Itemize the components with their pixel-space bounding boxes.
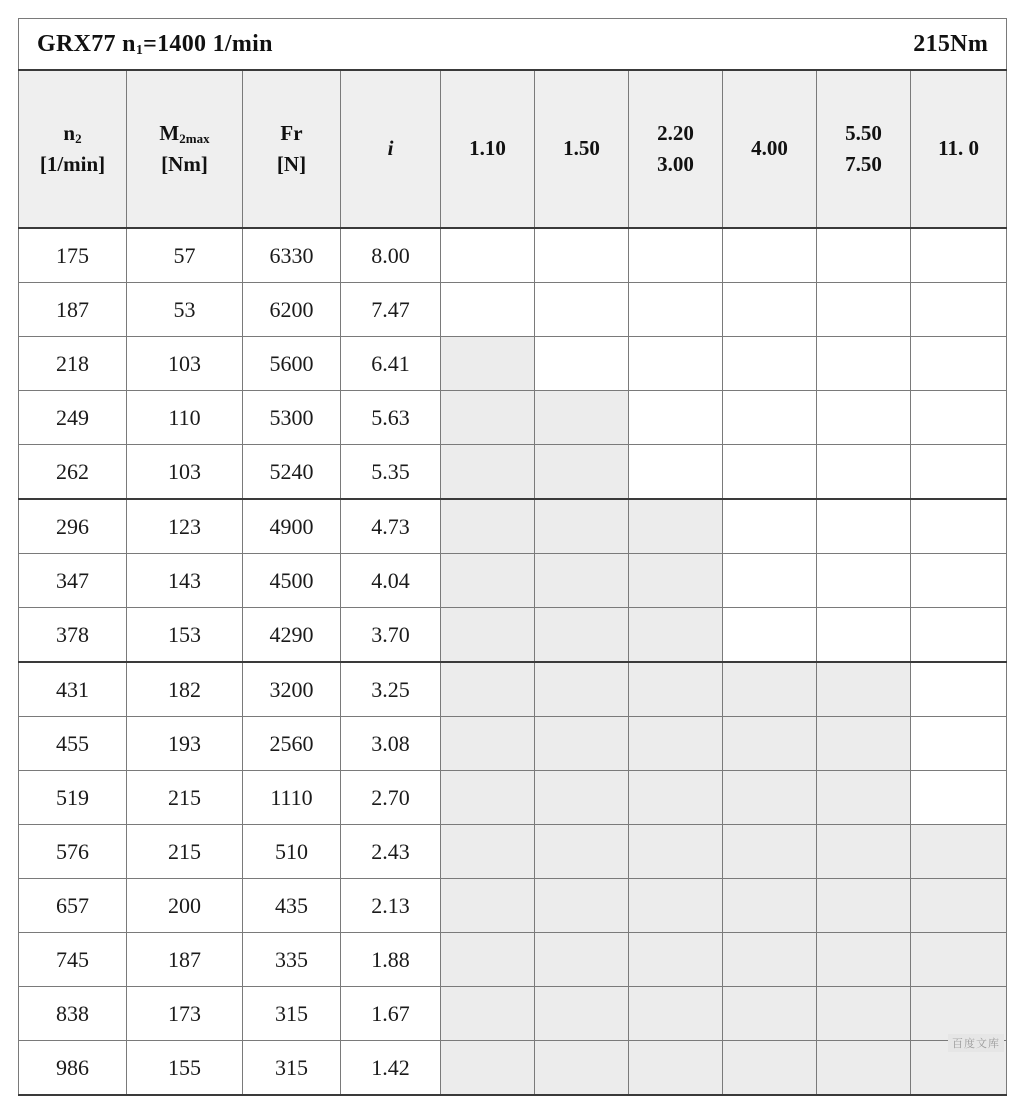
cell-motor-availability [723, 283, 817, 337]
cell-motor-availability [817, 554, 911, 608]
cell-motor-availability [441, 283, 535, 337]
cell-motor-availability [723, 717, 817, 771]
header-fr: Fr [N] [243, 70, 341, 228]
cell-ratio: 2.43 [341, 825, 441, 879]
title-model-speed: GRX77 $n_1=1400$ 1/min [37, 30, 273, 58]
cell-motor-availability [535, 1041, 629, 1096]
table-row [19, 662, 1007, 717]
cell-motor-availability [441, 1041, 535, 1096]
cell-ratio: 1.67 [341, 987, 441, 1041]
cell-m2max: 123 [127, 499, 243, 554]
cell-motor-availability [535, 771, 629, 825]
cell-ratio: 3.08 [341, 717, 441, 771]
cell-motor-availability [441, 554, 535, 608]
cell-motor-availability [535, 608, 629, 663]
cell-n2: 455 [19, 717, 127, 771]
cell-motor-availability [629, 825, 723, 879]
cell-motor-availability [817, 662, 911, 717]
cell-ratio: 4.04 [341, 554, 441, 608]
table-header-row [19, 70, 1007, 228]
table-row [19, 445, 1007, 500]
cell-motor-availability [535, 825, 629, 879]
cell-motor-availability [723, 662, 817, 717]
cell-motor-availability [629, 554, 723, 608]
cell-ratio: 2.70 [341, 771, 441, 825]
cell-m2max: 110 [127, 391, 243, 445]
cell-motor-availability [629, 337, 723, 391]
cell-motor-availability [535, 445, 629, 500]
cell-m2max: 57 [127, 228, 243, 283]
cell-fr: 3200 [243, 662, 341, 717]
cell-motor-availability [441, 445, 535, 500]
cell-n2: 576 [19, 825, 127, 879]
cell-fr: 5300 [243, 391, 341, 445]
watermark-label: 百度文库 [948, 1034, 1004, 1052]
header-motor-1: 1.10 [441, 70, 535, 228]
cell-fr: 5240 [243, 445, 341, 500]
cell-motor-availability [817, 228, 911, 283]
table-row [19, 283, 1007, 337]
cell-motor-availability [629, 1041, 723, 1096]
cell-motor-availability [911, 825, 1007, 879]
cell-motor-availability [441, 499, 535, 554]
gearbox-spec-table [18, 18, 1007, 1096]
cell-motor-availability [441, 717, 535, 771]
header-m2max: $M_{2max}$ [Nm] [127, 70, 243, 228]
title-cell [19, 19, 1007, 71]
cell-motor-availability [723, 228, 817, 283]
cell-m2max: 200 [127, 879, 243, 933]
cell-fr: 335 [243, 933, 341, 987]
table-row [19, 771, 1007, 825]
cell-motor-availability [535, 933, 629, 987]
cell-ratio: 1.42 [341, 1041, 441, 1096]
cell-motor-availability [535, 499, 629, 554]
cell-motor-availability [629, 771, 723, 825]
cell-motor-availability [723, 608, 817, 663]
cell-m2max: 103 [127, 337, 243, 391]
table-row [19, 1041, 1007, 1096]
cell-motor-availability [441, 662, 535, 717]
cell-motor-availability [441, 771, 535, 825]
table-row [19, 337, 1007, 391]
cell-n2: 175 [19, 228, 127, 283]
cell-motor-availability [629, 987, 723, 1041]
cell-ratio: 5.35 [341, 445, 441, 500]
cell-motor-availability [817, 499, 911, 554]
cell-ratio: 6.41 [341, 337, 441, 391]
cell-motor-availability [817, 1041, 911, 1096]
cell-motor-availability [629, 445, 723, 500]
cell-motor-availability [441, 608, 535, 663]
table-row [19, 228, 1007, 283]
cell-motor-availability [911, 662, 1007, 717]
cell-motor-availability [911, 771, 1007, 825]
cell-m2max: 215 [127, 771, 243, 825]
cell-motor-availability [535, 717, 629, 771]
cell-ratio: 3.70 [341, 608, 441, 663]
cell-motor-availability [911, 499, 1007, 554]
cell-motor-availability [817, 283, 911, 337]
cell-motor-availability [911, 445, 1007, 500]
cell-n2: 431 [19, 662, 127, 717]
cell-fr: 510 [243, 825, 341, 879]
title-torque: 215Nm [913, 30, 989, 57]
header-motor-6: 11. 0 [911, 70, 1007, 228]
cell-n2: 218 [19, 337, 127, 391]
header-motor-3: 2.20 3.00 [629, 70, 723, 228]
cell-motor-availability [535, 662, 629, 717]
cell-motor-availability [911, 933, 1007, 987]
cell-fr: 5600 [243, 337, 341, 391]
cell-fr: 315 [243, 987, 341, 1041]
cell-n2: 986 [19, 1041, 127, 1096]
cell-motor-availability [441, 337, 535, 391]
cell-motor-availability [911, 608, 1007, 663]
cell-motor-availability [911, 554, 1007, 608]
cell-motor-availability [723, 879, 817, 933]
cell-motor-availability [911, 283, 1007, 337]
cell-n2: 249 [19, 391, 127, 445]
cell-ratio: 2.13 [341, 879, 441, 933]
cell-motor-availability [723, 391, 817, 445]
cell-motor-availability [723, 337, 817, 391]
table-row [19, 825, 1007, 879]
cell-fr: 4290 [243, 608, 341, 663]
cell-motor-availability [723, 1041, 817, 1096]
cell-fr: 315 [243, 1041, 341, 1096]
cell-motor-availability [535, 554, 629, 608]
cell-motor-availability [441, 879, 535, 933]
cell-m2max: 143 [127, 554, 243, 608]
table-row [19, 391, 1007, 445]
cell-motor-availability [535, 337, 629, 391]
cell-motor-availability [911, 717, 1007, 771]
cell-motor-availability [911, 391, 1007, 445]
cell-ratio: 4.73 [341, 499, 441, 554]
header-n2: $n_2$ [1/min] [19, 70, 127, 228]
cell-ratio: 8.00 [341, 228, 441, 283]
cell-motor-availability [629, 933, 723, 987]
cell-m2max: 153 [127, 608, 243, 663]
cell-motor-availability [629, 608, 723, 663]
table-row [19, 933, 1007, 987]
cell-fr: 4900 [243, 499, 341, 554]
cell-ratio: 7.47 [341, 283, 441, 337]
cell-fr: 6330 [243, 228, 341, 283]
cell-motor-availability [535, 283, 629, 337]
cell-motor-availability [629, 879, 723, 933]
cell-motor-availability [723, 771, 817, 825]
cell-motor-availability [723, 445, 817, 500]
cell-m2max: 155 [127, 1041, 243, 1096]
table-body [19, 228, 1007, 1095]
cell-ratio: 3.25 [341, 662, 441, 717]
cell-motor-availability [629, 283, 723, 337]
header-motor-5: 5.50 7.50 [817, 70, 911, 228]
cell-m2max: 193 [127, 717, 243, 771]
cell-motor-availability [629, 499, 723, 554]
table-row [19, 879, 1007, 933]
cell-m2max: 103 [127, 445, 243, 500]
cell-n2: 657 [19, 879, 127, 933]
header-ratio: i [341, 70, 441, 228]
table-title-row [19, 19, 1007, 71]
cell-motor-availability [817, 825, 911, 879]
table-row [19, 987, 1007, 1041]
cell-motor-availability [817, 933, 911, 987]
cell-motor-availability [441, 825, 535, 879]
cell-motor-availability [723, 987, 817, 1041]
cell-fr: 6200 [243, 283, 341, 337]
cell-n2: 745 [19, 933, 127, 987]
cell-m2max: 215 [127, 825, 243, 879]
cell-motor-availability [723, 554, 817, 608]
cell-motor-availability [441, 228, 535, 283]
table-row [19, 717, 1007, 771]
cell-n2: 838 [19, 987, 127, 1041]
cell-fr: 4500 [243, 554, 341, 608]
cell-m2max: 187 [127, 933, 243, 987]
cell-m2max: 173 [127, 987, 243, 1041]
cell-motor-availability [535, 987, 629, 1041]
cell-motor-availability [629, 391, 723, 445]
cell-motor-availability [629, 662, 723, 717]
cell-n2: 296 [19, 499, 127, 554]
cell-motor-availability [441, 987, 535, 1041]
cell-fr: 1110 [243, 771, 341, 825]
cell-motor-availability [911, 879, 1007, 933]
header-motor-4: 4.00 [723, 70, 817, 228]
cell-ratio: 5.63 [341, 391, 441, 445]
cell-motor-availability [817, 987, 911, 1041]
cell-motor-availability [817, 717, 911, 771]
header-motor-2: 1.50 [535, 70, 629, 228]
cell-motor-availability [817, 391, 911, 445]
cell-motor-availability [723, 825, 817, 879]
cell-n2: 347 [19, 554, 127, 608]
cell-motor-availability [441, 933, 535, 987]
cell-m2max: 53 [127, 283, 243, 337]
table-row [19, 554, 1007, 608]
cell-motor-availability [911, 987, 1007, 1041]
cell-motor-availability [535, 228, 629, 283]
cell-motor-availability [817, 608, 911, 663]
cell-motor-availability [911, 228, 1007, 283]
table-row [19, 608, 1007, 663]
cell-motor-availability [723, 499, 817, 554]
cell-fr: 2560 [243, 717, 341, 771]
table-row [19, 499, 1007, 554]
cell-motor-availability [441, 391, 535, 445]
cell-motor-availability [535, 391, 629, 445]
cell-motor-availability [535, 879, 629, 933]
cell-n2: 187 [19, 283, 127, 337]
cell-motor-availability [629, 228, 723, 283]
cell-n2: 519 [19, 771, 127, 825]
cell-ratio: 1.88 [341, 933, 441, 987]
cell-fr: 435 [243, 879, 341, 933]
cell-motor-availability [817, 337, 911, 391]
cell-n2: 378 [19, 608, 127, 663]
cell-motor-availability [911, 337, 1007, 391]
cell-motor-availability [723, 933, 817, 987]
cell-motor-availability [817, 771, 911, 825]
cell-motor-availability [629, 717, 723, 771]
cell-m2max: 182 [127, 662, 243, 717]
cell-n2: 262 [19, 445, 127, 500]
cell-motor-availability [817, 879, 911, 933]
cell-motor-availability [817, 445, 911, 500]
